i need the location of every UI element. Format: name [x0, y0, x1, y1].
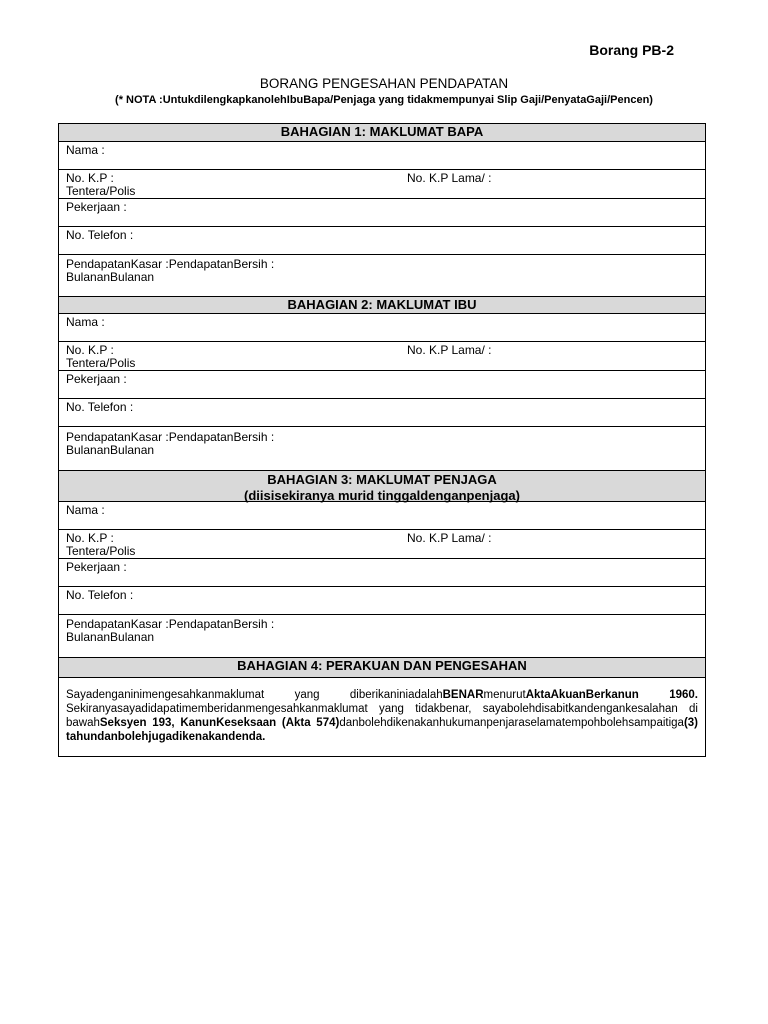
- mother-income-field[interactable]: [59, 427, 705, 471]
- field-label: Tentera/Polis: [66, 184, 136, 198]
- field-label: Nama :: [66, 143, 105, 157]
- section-3-header: [59, 471, 705, 502]
- field-label: No. K.P Lama/ :: [407, 171, 492, 185]
- field-label: Nama :: [66, 315, 105, 329]
- father-phone-field[interactable]: [59, 227, 705, 255]
- form-title: BORANG PENGESAHAN PENDAPATAN: [259, 76, 509, 91]
- field-label: Pekerjaan :: [66, 372, 127, 386]
- field-label: Tentera/Polis: [66, 544, 136, 558]
- field-label: BulananBulanan: [66, 270, 155, 284]
- field-label: Pekerjaan :: [66, 560, 127, 574]
- declaration-part: danbolehdikenakanhukumanpenjaraselamatempohbolehsampaitiga: [339, 717, 684, 729]
- father-occupation-field[interactable]: [59, 199, 705, 227]
- section-2-header: BAHAGIAN 2: MAKLUMAT IBU: [59, 297, 705, 314]
- field-label: No. K.P Lama/ :: [407, 531, 492, 545]
- field-label: No. K.P Lama/ :: [407, 343, 492, 357]
- field-label: No. K.P :: [66, 343, 114, 357]
- declaration-bold: AktaAkuanBerkanun 1960.: [525, 689, 698, 701]
- field-label: No. Telefon :: [66, 588, 134, 602]
- section-3-subtitle: (diisisekiranya murid tinggaldenganpenjaga): [244, 488, 520, 503]
- guardian-name-field[interactable]: [59, 502, 705, 530]
- field-label: No. Telefon :: [66, 228, 134, 242]
- father-ic-field[interactable]: [59, 170, 705, 199]
- section-3-title: BAHAGIAN 3: MAKLUMAT PENJAGA: [267, 472, 497, 487]
- mother-name-field[interactable]: [59, 314, 705, 342]
- section-1-header: BAHAGIAN 1: MAKLUMAT BAPA: [59, 124, 705, 142]
- mother-occupation-field[interactable]: [59, 371, 705, 399]
- declaration-part: menurut: [483, 689, 526, 701]
- income-form: [58, 123, 706, 757]
- guardian-phone-field[interactable]: [59, 587, 705, 615]
- form-code: Borang PB-2: [589, 42, 674, 58]
- field-label: No. K.P :: [66, 531, 114, 545]
- field-label: PendapatanKasar :PendapatanBersih :: [66, 257, 275, 271]
- declaration-bold: Seksyen 193, KanunKeseksaan (Akta 574): [99, 717, 340, 729]
- field-label: PendapatanKasar :PendapatanBersih :: [66, 430, 275, 444]
- father-income-field[interactable]: [59, 255, 705, 297]
- field-label: Tentera/Polis: [66, 356, 136, 370]
- mother-phone-field[interactable]: [59, 399, 705, 427]
- field-label: Nama :: [66, 503, 105, 517]
- declaration-bold: (3) tahundanbolehjugadikenakandenda.: [66, 717, 698, 743]
- declaration-text: [59, 678, 705, 756]
- section-4-header: BAHAGIAN 4: PERAKUAN DAN PENGESAHAN: [59, 658, 705, 678]
- field-label: BulananBulanan: [66, 630, 155, 644]
- declaration-bold: BENAR: [442, 689, 484, 701]
- declaration-part: Sayadenganinimengesahkanmaklumat yang diberikaniniadalah: [66, 689, 443, 701]
- mother-ic-field[interactable]: [59, 342, 705, 371]
- form-note: (* NOTA :UntukdilengkapkanolehIbuBapa/Penjaga yang tidakmempunyai Slip Gaji/PenyataGaji/Pencen): [115, 94, 653, 106]
- field-label: BulananBulanan: [66, 443, 155, 457]
- guardian-occupation-field[interactable]: [59, 559, 705, 587]
- field-label: No. Telefon :: [66, 400, 134, 414]
- father-name-field[interactable]: [59, 142, 705, 170]
- guardian-income-field[interactable]: [59, 615, 705, 658]
- field-label: PendapatanKasar :PendapatanBersih :: [66, 617, 275, 631]
- field-label: No. K.P :: [66, 171, 114, 185]
- guardian-ic-field[interactable]: [59, 530, 705, 559]
- declaration-part: Sekiranyasayadidapatimemberidanmengesahkanmaklumat yang tidakbenar, sayabolehdisabitkandengankesalahan di bawah: [66, 703, 698, 729]
- field-label: Pekerjaan :: [66, 200, 127, 214]
